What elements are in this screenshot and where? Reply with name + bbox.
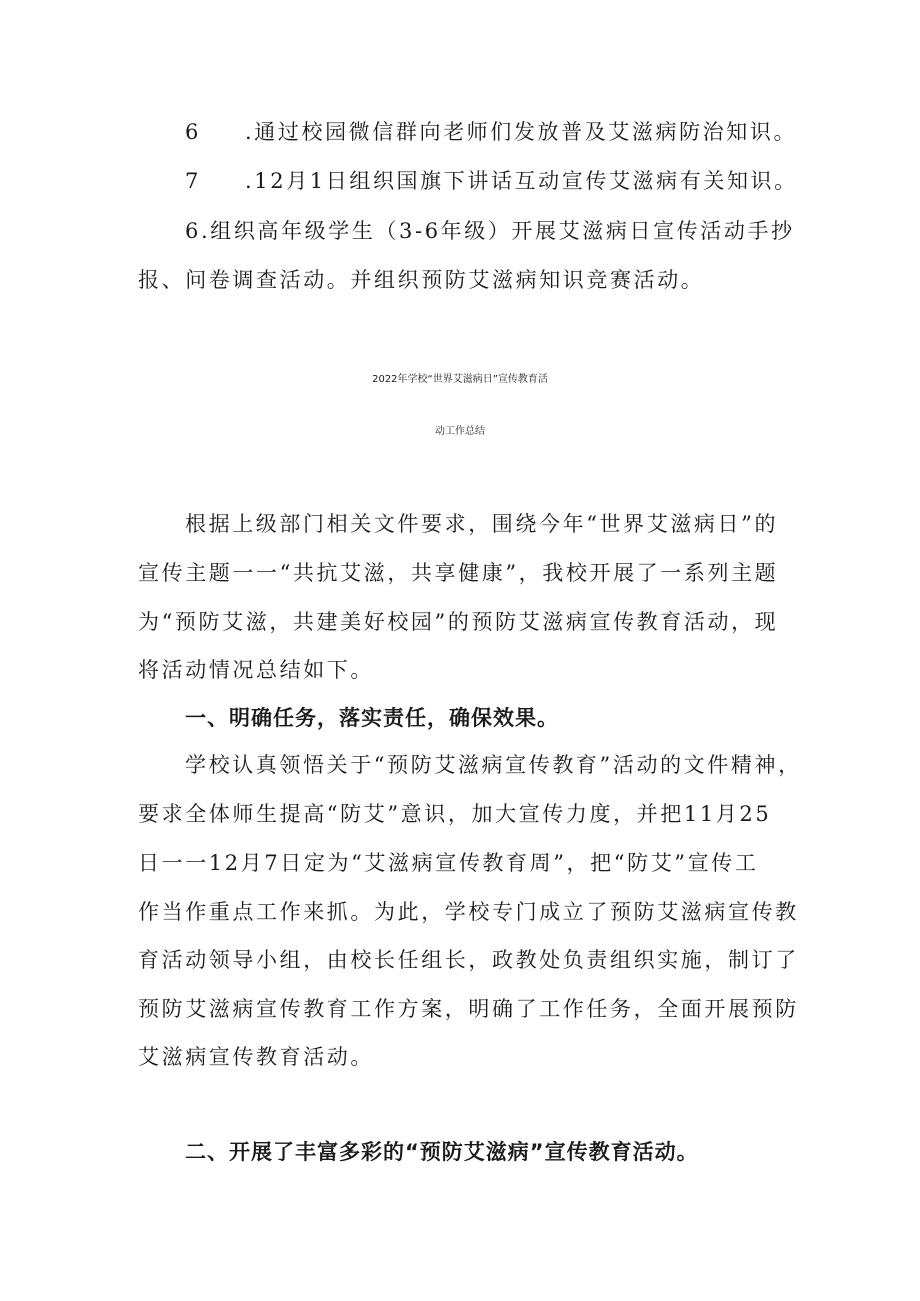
paragraph-line: 艾滋病宣传教育活动。 — [138, 1045, 374, 1069]
list-number: 7 — [185, 169, 201, 193]
paragraph-line: 要求全体师生提高“防艾”意识，加大宣传力度，并把11月25 — [138, 802, 772, 826]
paragraph-line: 报、问卷调查活动。并组织预防艾滋病知识竞赛活动。 — [138, 268, 705, 292]
section-heading: 一、明确任务，落实责任，确保效果。 — [185, 706, 559, 730]
paragraph-line: 为“预防艾滋，共建美好校园”的预防艾滋病宣传教育活动，现 — [138, 610, 779, 634]
list-number: 6 — [185, 120, 201, 144]
paragraph-line: 将活动情况总结如下。 — [138, 658, 374, 682]
paragraph-line: 宣传主题一一“共抗艾滋，共享健康”，我校开展了一系列主题 — [138, 561, 779, 585]
section-heading: 二、开展了丰富多彩的“预防艾滋病”宣传教育活动。 — [185, 1140, 699, 1164]
paragraph-line: 学校认真领悟关于“预防艾滋病宣传教育”活动的文件精神， — [185, 753, 802, 777]
list-text: .通过校园微信群向老师们发放普及艾滋病防治知识。 — [245, 120, 798, 144]
paragraph-line: 根据上级部门相关文件要求，围绕今年“世界艾滋病日”的 — [185, 512, 779, 536]
paragraph-line: 预防艾滋病宣传教育工作方案，明确了工作任务，全面开展预防 — [138, 997, 799, 1021]
document-title-line: 动工作总结 — [435, 426, 485, 437]
paragraph-line: 日一一12月7日定为“艾滋病宣传教育周”，把“防艾”宣传工 — [138, 851, 759, 875]
list-text: .12月1日组织国旗下讲话互动宣传艾滋病有关知识。 — [245, 169, 798, 193]
list-item — [185, 118, 797, 146]
document-title-line: 2022年学校“世界艾滋病日”宣传教育活 — [372, 374, 548, 385]
paragraph-line: 育活动领导小组，由校长任组长，政教处负责组织实施，制订了 — [138, 948, 799, 972]
paragraph-line: 作当作重点工作来抓。为此，学校专门成立了预防艾滋病宣传教 — [138, 900, 799, 924]
list-item — [185, 167, 798, 195]
paragraph-line: 6.组织高年级学生（3-6年级）开展艾滋病日宣传活动手抄 — [185, 219, 795, 243]
